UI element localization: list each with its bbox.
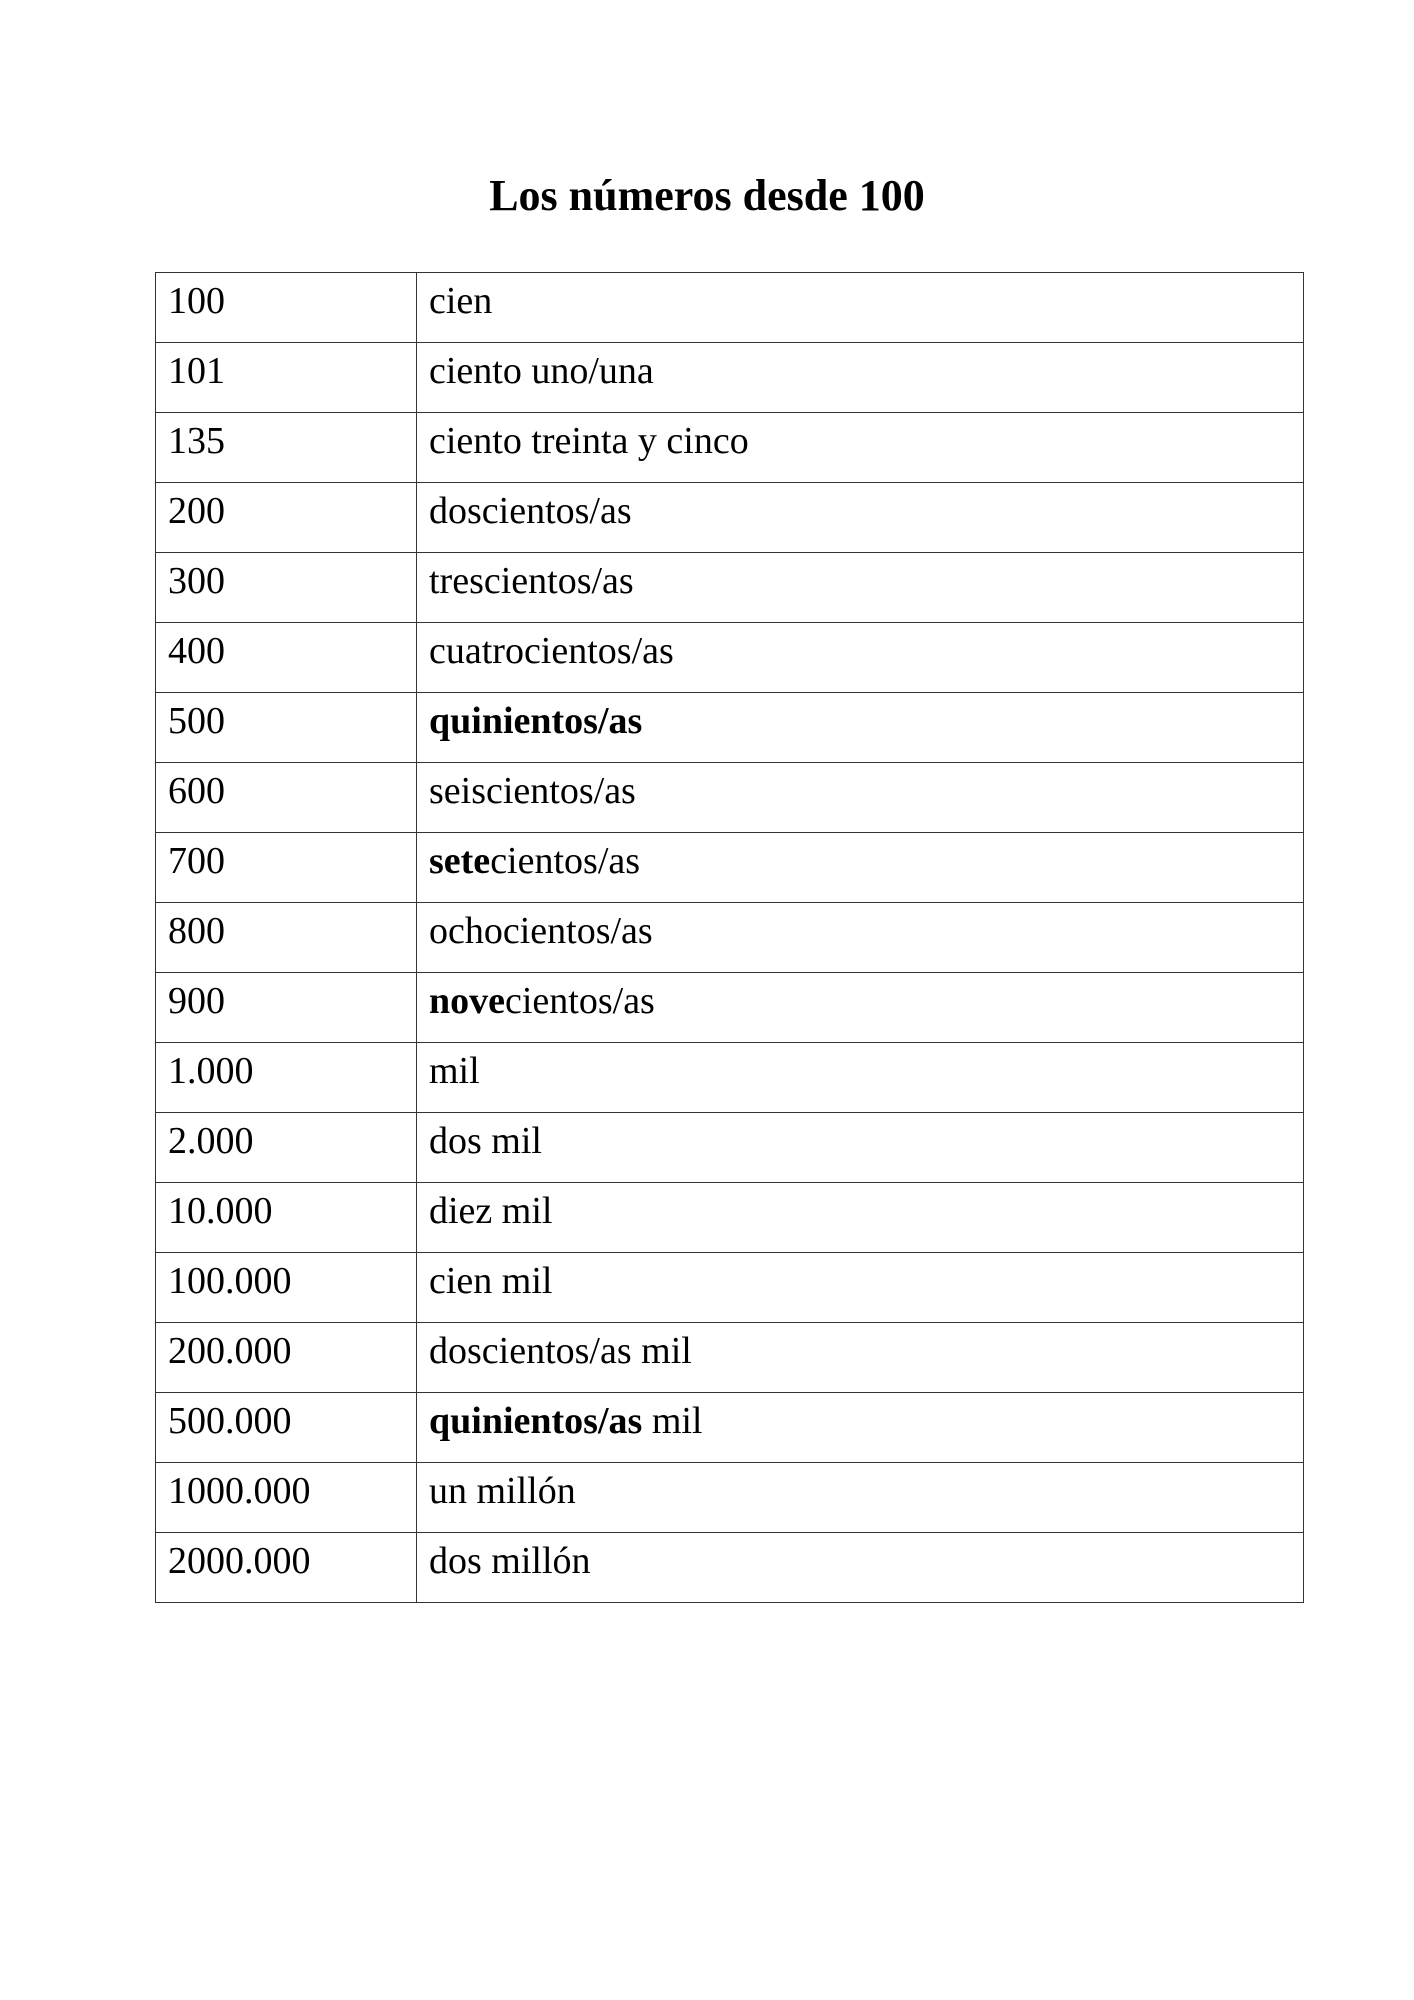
word-text: trescientos/as [429, 560, 634, 602]
table-row [156, 413, 1304, 483]
table-row [156, 343, 1304, 413]
word-text: cientos/as [490, 840, 641, 882]
word-cell [417, 1323, 1304, 1393]
word-text: cuatrocientos/as [429, 630, 674, 672]
table-row [156, 833, 1304, 903]
table-row [156, 763, 1304, 833]
table-row [156, 1393, 1304, 1463]
word-cell [417, 1113, 1304, 1183]
table-row [156, 693, 1304, 763]
word-bold: quinientos/as [429, 700, 643, 742]
word-cell [417, 833, 1304, 903]
number-cell: 500.000 [156, 1393, 417, 1463]
word-text: seiscientos/as [429, 770, 636, 812]
word-bold: sete [429, 840, 491, 882]
number-cell: 10.000 [156, 1183, 417, 1253]
number-cell: 100 [156, 273, 417, 343]
word-cell [417, 413, 1304, 483]
table-row [156, 273, 1304, 343]
table-row [156, 623, 1304, 693]
number-cell: 900 [156, 973, 417, 1043]
word-text: ciento uno/una [429, 350, 654, 392]
table-row [156, 553, 1304, 623]
table-row [156, 973, 1304, 1043]
word-text: dos millón [429, 1540, 591, 1582]
word-text: ciento treinta y cinco [429, 420, 749, 462]
word-cell [417, 973, 1304, 1043]
table-row [156, 1533, 1304, 1603]
word-text: cien mil [429, 1260, 553, 1302]
table-row [156, 483, 1304, 553]
word-cell [417, 1183, 1304, 1253]
word-text: mil [429, 1050, 480, 1092]
number-cell: 135 [156, 413, 417, 483]
word-text: doscientos/as [429, 490, 632, 532]
table-row [156, 1113, 1304, 1183]
page-title: Los números desde 100 [489, 171, 925, 220]
number-cell: 600 [156, 763, 417, 833]
numbers-table [155, 272, 1304, 1603]
word-text: cien [429, 280, 493, 322]
number-cell: 101 [156, 343, 417, 413]
word-text: un millón [429, 1470, 576, 1512]
number-cell: 200 [156, 483, 417, 553]
number-cell: 400 [156, 623, 417, 693]
word-cell [417, 273, 1304, 343]
word-cell [417, 903, 1304, 973]
word-cell [417, 1463, 1304, 1533]
word-text: ochocientos/as [429, 910, 653, 952]
number-cell: 1.000 [156, 1043, 417, 1113]
word-cell [417, 623, 1304, 693]
word-cell [417, 553, 1304, 623]
word-cell [417, 1043, 1304, 1113]
number-cell: 700 [156, 833, 417, 903]
number-cell: 2.000 [156, 1113, 417, 1183]
word-cell [417, 1533, 1304, 1603]
word-text: doscientos/as mil [429, 1330, 692, 1372]
number-cell: 500 [156, 693, 417, 763]
word-bold: quinientos/as [429, 1400, 643, 1442]
word-text: cientos/as [505, 980, 655, 1022]
word-cell [417, 693, 1304, 763]
table-row [156, 1253, 1304, 1323]
word-cell [417, 1253, 1304, 1323]
number-cell: 200.000 [156, 1323, 417, 1393]
word-text: mil [642, 1400, 703, 1442]
table-row [156, 1323, 1304, 1393]
word-cell [417, 1393, 1304, 1463]
number-cell: 300 [156, 553, 417, 623]
number-cell: 2000.000 [156, 1533, 417, 1603]
word-text: dos mil [429, 1120, 542, 1162]
word-cell [417, 343, 1304, 413]
table-row [156, 903, 1304, 973]
number-cell: 800 [156, 903, 417, 973]
number-cell: 1000.000 [156, 1463, 417, 1533]
word-cell [417, 763, 1304, 833]
word-cell [417, 483, 1304, 553]
word-bold: nove [429, 980, 505, 1022]
word-text: diez mil [429, 1190, 553, 1232]
table-row [156, 1043, 1304, 1113]
table-row [156, 1183, 1304, 1253]
table-row [156, 1463, 1304, 1533]
number-cell: 100.000 [156, 1253, 417, 1323]
